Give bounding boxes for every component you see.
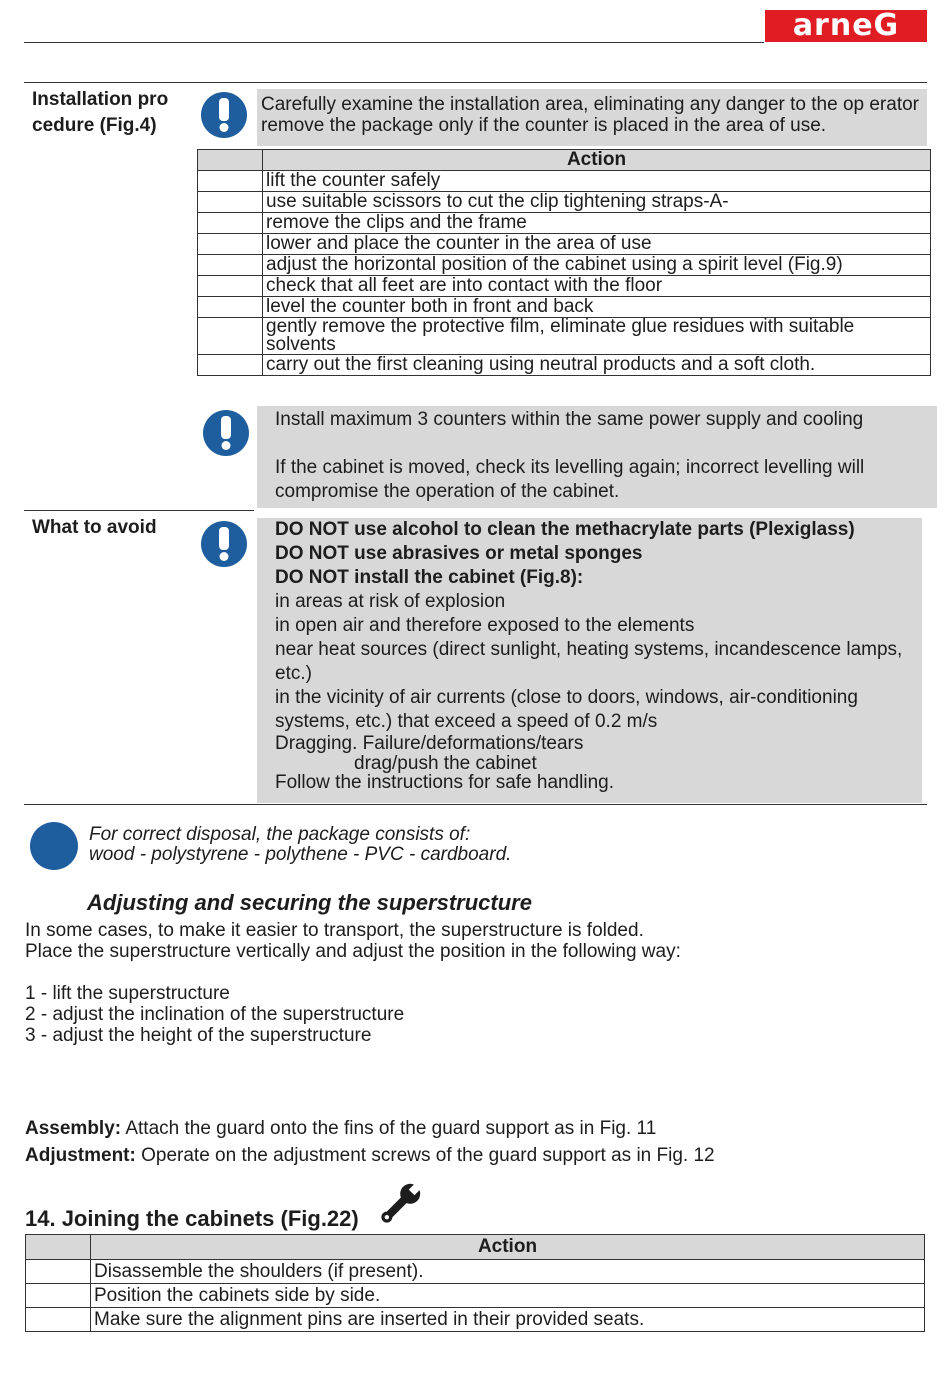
avoid-item: in open air and therefore exposed to the elements: [275, 615, 695, 636]
table-row: [198, 276, 931, 297]
table-row: [198, 255, 931, 276]
table-header-action: Action: [91, 1235, 925, 1260]
table-cell: Position the cabinets side by side.: [91, 1284, 925, 1308]
table-cell: level the counter both in front and back: [263, 297, 931, 318]
table-row: [198, 171, 931, 192]
table-cell: gently remove the protective film, eliminate glue residues with suitable solvents: [263, 318, 931, 355]
section-rule: [24, 82, 927, 83]
table-header-num: [198, 150, 263, 171]
avoid-panel: [257, 518, 922, 803]
info-circle-icon: [30, 822, 78, 870]
installation-warning: Carefully examine the installation area, eliminating any danger to the op erator remove the package only if the counter is placed in the area of use.: [257, 89, 927, 146]
joining-title: 14. Joining the cabinets (Fig.22): [25, 1206, 359, 1231]
warning-exclamation-icon: [201, 92, 247, 138]
note-levelling: If the cabinet is moved, check its levelling again; incorrect levelling will compromise the operation of the cabinet.: [275, 457, 865, 502]
table-row: [26, 1260, 925, 1284]
header-rule: [24, 42, 764, 43]
installation-action-table: [197, 149, 931, 376]
installation-notes: [257, 406, 937, 508]
table-cell: Disassemble the shoulders (if present).: [91, 1260, 925, 1284]
superstructure-steps: [25, 983, 404, 1046]
table-cell: remove the clips and the frame: [263, 213, 931, 234]
avoid-item: Dragging. Failure/deformations/tears: [275, 733, 584, 754]
disposal-line: wood - polystyrene - polythene - PVC - cardboard.: [89, 844, 512, 865]
avoid-item: in areas at risk of explosion: [275, 591, 506, 612]
avoid-item: near heat sources (direct sunlight, heating systems, incandescence lamps, etc.): [275, 639, 903, 684]
table-row: [198, 297, 931, 318]
table-cell: check that all feet are into contact with the floor: [263, 276, 931, 297]
table-cell: carry out the first cleaning using neutral products and a soft cloth.: [263, 355, 931, 376]
adjustment-text: Operate on the adjustment screws of the guard support as in Fig. 12: [135, 1145, 715, 1166]
section-rule: [24, 804, 927, 805]
table-header-action: Action: [263, 150, 931, 171]
intro-line: In some cases, to make it easier to transport, the superstructure is folded.: [25, 920, 644, 941]
assembly-label: Assembly:: [25, 1118, 122, 1139]
warning-exclamation-icon: [203, 410, 249, 456]
table-row: [198, 318, 931, 355]
table-row: [26, 1308, 925, 1332]
disposal-line: For correct disposal, the package consists of:: [89, 824, 471, 845]
disposal-note: [89, 825, 511, 865]
table-row: [198, 355, 931, 376]
table-cell: use suitable scissors to cut the clip tightening straps-A-: [263, 192, 931, 213]
note-max-counters: Install maximum 3 counters within the same power supply and cooling: [275, 409, 864, 430]
joining-action-table: [25, 1234, 925, 1332]
assembly-text: Attach the guard onto the fins of the guard support as in Fig. 11: [121, 1118, 657, 1139]
table-row: [198, 192, 931, 213]
table-header-num: [26, 1235, 91, 1260]
intro-line: Place the superstructure vertically and adjust the position in the following way:: [25, 941, 681, 962]
table-cell: Make sure the alignment pins are inserted in their provided seats.: [91, 1308, 925, 1332]
table-cell: lift the counter safely: [263, 171, 931, 192]
avoid-item: in the vicinity of air currents (close to doors, windows, air-conditioning systems, etc.) that exceed a speed of 0.2 m/s: [275, 687, 858, 732]
note-spacer: [275, 432, 927, 456]
table-header-row: [198, 150, 931, 171]
table-header-row: [26, 1235, 925, 1260]
list-item: 3 - adjust the height of the superstructure: [25, 1025, 372, 1046]
avoid-alcohol: DO NOT use alcohol to clean the methacrylate parts (Plexiglass): [275, 519, 855, 540]
installation-label: Installation pro cedure (Fig.4): [32, 89, 169, 136]
table-cell: adjust the horizontal position of the cabinet using a spirit level (Fig.9): [263, 255, 931, 276]
superstructure-intro: [25, 920, 681, 962]
adjustment-label: Adjustment:: [25, 1145, 136, 1166]
avoid-item: Follow the instructions for safe handling.: [275, 772, 615, 793]
assembly-line: [25, 1118, 656, 1139]
warning-exclamation-icon: [201, 521, 247, 567]
table-cell: lower and place the counter in the area of use: [263, 234, 931, 255]
avoid-install: DO NOT install the cabinet (Fig.8):: [275, 567, 584, 588]
avoid-label: What to avoid: [32, 517, 157, 538]
list-item: 2 - adjust the inclination of the superstructure: [25, 1004, 405, 1025]
superstructure-title: Adjusting and securing the superstructure: [87, 890, 532, 915]
avoid-item: drag/push the cabinet: [354, 753, 537, 774]
table-row: [26, 1284, 925, 1308]
avoid-abrasives: DO NOT use abrasives or metal sponges: [275, 543, 643, 564]
wrench-icon: [376, 1180, 426, 1231]
table-row: [198, 213, 931, 234]
table-row: [198, 234, 931, 255]
list-item: 1 - lift the superstructure: [25, 983, 230, 1004]
adjustment-line: [25, 1145, 715, 1166]
section-rule: [24, 510, 254, 511]
brand-logo: arneG: [765, 10, 927, 42]
